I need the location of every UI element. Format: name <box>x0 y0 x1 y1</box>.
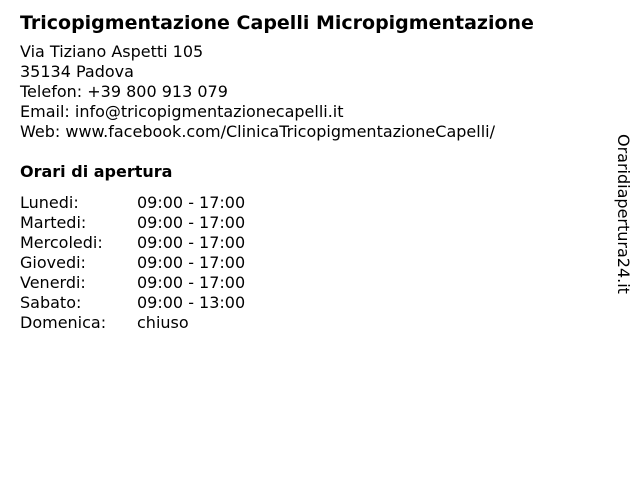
time-value: 09:00 - 17:00 <box>137 273 246 292</box>
day-label: Mercoledi: <box>20 233 103 252</box>
hours-row-wednesday <box>20 233 600 253</box>
time-value: 09:00 - 17:00 <box>137 233 246 252</box>
address-city: 35134 Padova <box>20 62 134 81</box>
time-value: 09:00 - 17:00 <box>137 193 246 212</box>
web-line: Web: www.facebook.com/ClinicaTricopigmentazioneCapelli/ <box>20 122 495 141</box>
address-street: Via Tiziano Aspetti 105 <box>20 42 204 61</box>
time-value: chiuso <box>137 313 189 332</box>
day-label: Lunedi: <box>20 193 79 212</box>
day-label: Domenica: <box>20 313 107 332</box>
opening-hours-table <box>20 193 600 333</box>
hours-row-saturday <box>20 293 600 313</box>
opening-hours-heading: Orari di apertura <box>20 162 173 181</box>
day-label: Venerdi: <box>20 273 86 292</box>
hours-row-sunday <box>20 313 600 333</box>
site-brand-vertical: Oraridiapertura24.it <box>614 134 633 294</box>
email-line: Email: info@tricopigmentazionecapelli.it <box>20 102 344 121</box>
phone-line: Telefon: +39 800 913 079 <box>20 82 228 101</box>
hours-row-thursday <box>20 253 600 273</box>
business-card <box>20 10 600 333</box>
hours-row-friday <box>20 273 600 293</box>
time-value: 09:00 - 13:00 <box>137 293 246 312</box>
day-label: Martedi: <box>20 213 87 232</box>
hours-row-monday <box>20 193 600 213</box>
day-label: Giovedi: <box>20 253 86 272</box>
time-value: 09:00 - 17:00 <box>137 253 246 272</box>
time-value: 09:00 - 17:00 <box>137 213 246 232</box>
day-label: Sabato: <box>20 293 82 312</box>
hours-row-tuesday <box>20 213 600 233</box>
business-name: Tricopigmentazione Capelli Micropigmentazione <box>20 12 534 34</box>
